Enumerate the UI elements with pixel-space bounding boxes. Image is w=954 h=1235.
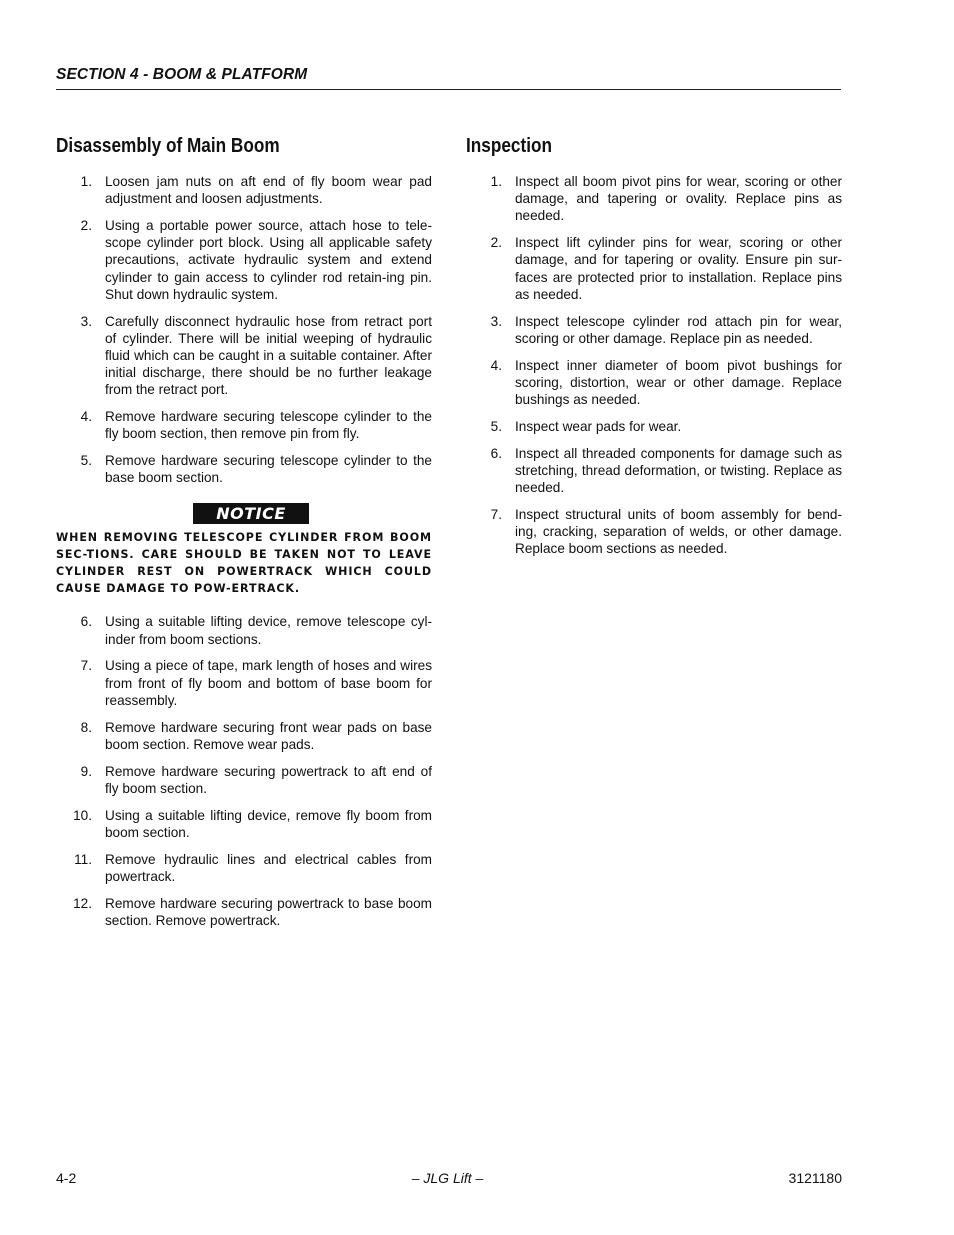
step-number: 2. [80, 218, 92, 233]
disassembly-heading: Disassembly of Main Boom [56, 135, 280, 157]
list-item [56, 851, 432, 885]
step-number: 4. [490, 357, 502, 373]
step-text: Remove hardware securing powertrack to aft end of fly boom section. [105, 763, 432, 796]
step-text: Using a portable power source, attach hose to tele-scope cylinder port block. Using all applicable safety precautions, activate hydraulic system and extend cylinder to gain access to cylinder rod retain-ing pin. Shut down hydraulic system. [105, 218, 432, 302]
step-text: Using a suitable lifting device, remove fly boom from boom section. [105, 807, 432, 840]
step-text: Remove hardware securing front wear pads on base boom section. Remove wear pads. [105, 719, 432, 752]
step-number: 10. [73, 807, 92, 823]
step-number: 3. [490, 313, 502, 329]
inspection-heading: Inspection [466, 135, 553, 157]
list-item [56, 657, 432, 709]
step-text: Loosen jam nuts on aft end of fly boom wear pad adjustment and loosen adjustments. [105, 174, 432, 207]
list-item [466, 506, 842, 558]
list-item [466, 234, 842, 303]
list-item [466, 313, 842, 347]
step-text: Remove hardware securing powertrack to base boom section. Remove powertrack. [105, 895, 432, 928]
step-number: 6. [490, 445, 502, 461]
list-item [56, 408, 432, 442]
step-text: Inspect all threaded components for damage such as stretching, thread deformation, or twisting. Replace as needed. [515, 445, 842, 496]
left-column [56, 133, 432, 939]
list-item [56, 217, 432, 303]
step-text: Using a suitable lifting device, remove telescope cyl-inder from boom sections. [105, 614, 432, 647]
disassembly-steps-list-continued [56, 613, 432, 929]
notice-badge: NOTICE [193, 503, 309, 524]
step-number: 5. [80, 453, 92, 469]
disassembly-steps-list [56, 173, 432, 487]
step-number: 4. [80, 409, 92, 425]
step-number: 2. [490, 235, 502, 251]
list-item [56, 313, 432, 399]
document-number: 3121180 [788, 1170, 842, 1186]
step-number: 12. [73, 895, 92, 911]
notice-banner [56, 503, 432, 524]
step-number: 1. [490, 174, 502, 189]
step-number: 11. [74, 851, 92, 867]
step-text: Inspect all boom pivot pins for wear, scoring or other damage, and tapering or ovality. Replace pins as needed. [515, 174, 842, 224]
list-item [56, 807, 432, 841]
step-text: Inspect lift cylinder pins for wear, scoring or other damage, and for tapering or ovality. Ensure pin sur-faces are protected prior to installation. Replace pins as needed. [515, 235, 842, 302]
step-number: 7. [80, 658, 92, 674]
list-item [466, 357, 842, 409]
list-item [56, 613, 432, 647]
list-item [56, 763, 432, 797]
step-text: Remove hardware securing telescope cylinder to the base boom section. [105, 453, 432, 486]
step-number: 3. [80, 313, 92, 329]
step-text: Remove hardware securing telescope cylinder to the fly boom section, then remove pin from fly. [105, 409, 432, 442]
section-title: SECTION 4 - BOOM & PLATFORM [56, 66, 308, 83]
list-item [466, 173, 842, 225]
step-text: Inspect wear pads for wear. [515, 418, 682, 434]
list-item [56, 719, 432, 753]
step-text: Remove hydraulic lines and electrical cables from powertrack. [105, 851, 432, 884]
step-number: 1. [80, 174, 92, 189]
page-header [56, 66, 841, 90]
step-text: Using a piece of tape, mark length of hoses and wires from front of fly boom and bottom of base boom for reassembly. [105, 658, 432, 708]
list-item [56, 895, 432, 929]
inspection-steps-list [466, 173, 842, 557]
list-item [56, 173, 432, 207]
step-number: 7. [490, 506, 502, 522]
right-column [466, 133, 842, 567]
step-number: 8. [80, 719, 92, 735]
step-text: Inspect telescope cylinder rod attach pin for wear, scoring or other damage. Replace pin as needed. [515, 313, 842, 346]
step-number: 9. [80, 763, 92, 779]
notice-text: WHEN REMOVING TELESCOPE CYLINDER FROM BOOM SEC-TIONS. CARE SHOULD BE TAKEN NOT TO LEAVE CYLINDER REST ON POWERTRACK WHICH COULD CAUSE DAMAGE TO POW-ERTRACK. [56, 530, 432, 596]
page-number: 4-2 [56, 1170, 77, 1186]
step-text: Inspect inner diameter of boom pivot bushings for scoring, distortion, wear or other damage. Replace bushings as needed. [515, 357, 842, 408]
list-item [56, 452, 432, 486]
list-item [466, 445, 842, 497]
footer-publisher: – JLG Lift – [411, 1170, 484, 1186]
list-item [466, 418, 842, 435]
step-number: 5. [490, 418, 502, 434]
step-text: Carefully disconnect hydraulic hose from retract port of cylinder. There will be initial weeping of hydraulic fluid which can be caught in a suitable container. After initial discharge, there should be no further leakage from the retract port. [105, 313, 432, 398]
step-text: Inspect structural units of boom assembly for bend-ing, cracking, separation of welds, or other damage. Replace boom sections as needed. [515, 506, 842, 557]
step-number: 6. [80, 614, 92, 630]
